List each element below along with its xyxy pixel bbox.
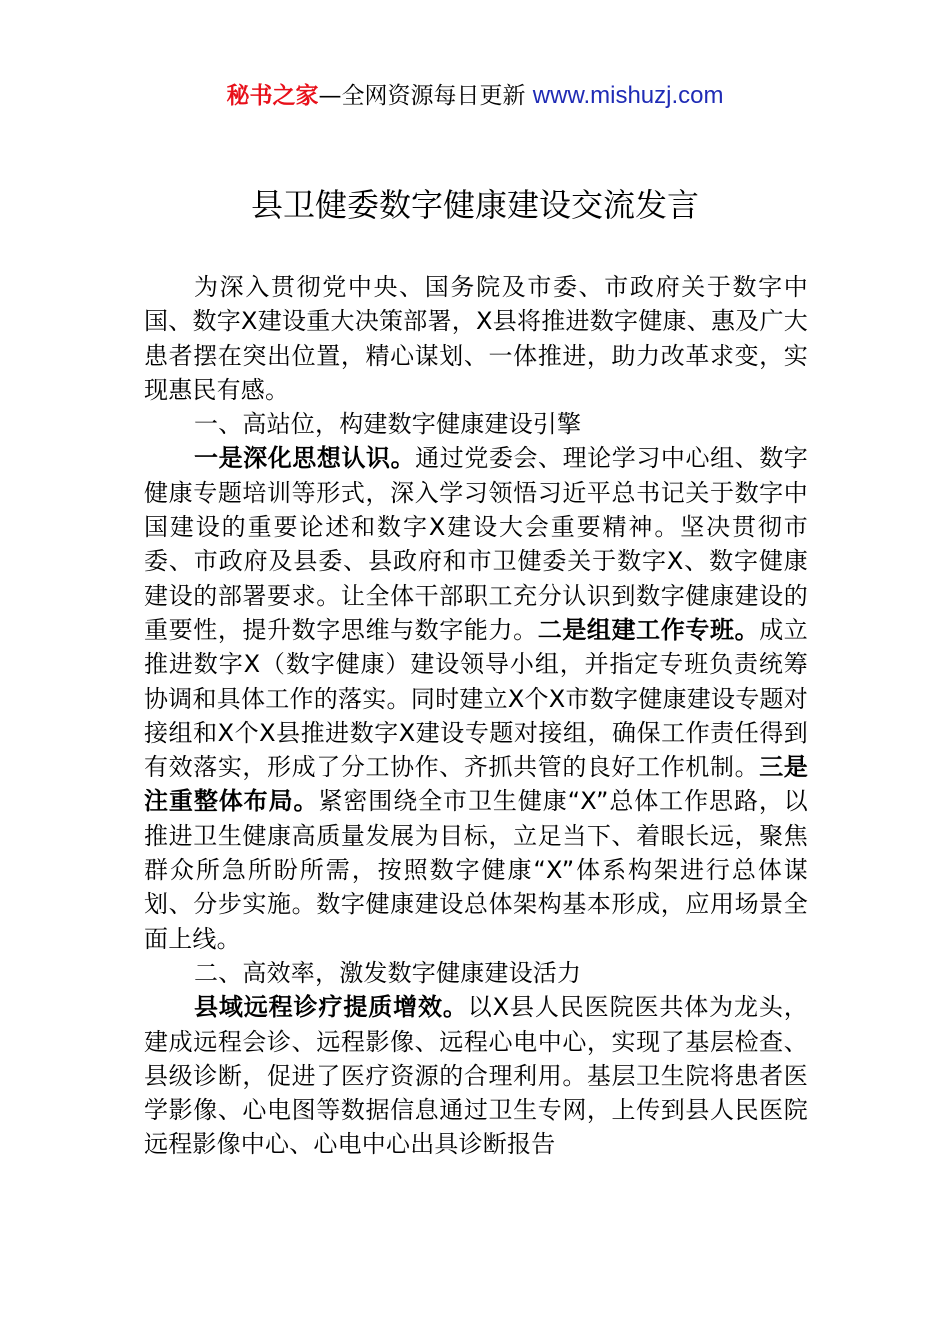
document-title: 县卫健委数字健康建设交流发言 — [250, 186, 699, 224]
paragraph-text: 通过党委会、理论学习中心组、数字健康专题培训等形式，深入学习领悟习近平总书记关于数字中国建设的重要论述和数字X建设大会重要精神。坚决贯彻市委、市政府及县委、县政府和市卫健委关于数字X、数字健康建设的部署要求。让全体干部职工充分认识到数字健康建设的重要性，提升数字思维与数字能力。 — [144, 444, 808, 644]
paragraph-text: 以X县人民医院医共体为龙头，建成远程会诊、远程影像、远程心电中心，实现了基层检查、县级诊断，促进了医疗资源的合理利用。基层卫生院将患者医学影像、心电图等数据信息通过卫生专网，上传到县人民医院远程影像中心、心电中心出具诊断报告 — [144, 993, 809, 1159]
section-heading-1 — [144, 407, 808, 441]
site-url[interactable]: www.mishuzj.com — [532, 82, 724, 109]
paragraph-lead: 县域远程诊疗提质增效。 — [194, 993, 468, 1022]
section-heading-2 — [144, 956, 808, 990]
paragraph-lead: 一是深化思想认识。 — [194, 444, 416, 473]
paragraph-text-2: 成立推进数字X（数字健康）建设领导小组，并指定专班负责统筹协调和具体工作的落实。同时建立X个X市数字健康建设专题对接组和X个X县推进数字X建设专题对接组，确保工作责任得到有效落实，形成了分工协作、齐抓共管的良好工作机制。 — [144, 615, 808, 782]
document-body — [144, 270, 808, 1162]
section-1-paragraph — [144, 441, 808, 955]
intro-paragraph — [144, 270, 808, 407]
section-2-paragraph — [144, 990, 808, 1161]
site-banner — [0, 80, 950, 112]
paragraph-lead-2: 二是组建工作专班。 — [537, 615, 760, 644]
paragraph-text: 为深入贯彻党中央、国务院及市委、市政府关于数字中国、数字X建设重大决策部署，X县将推进数字健康、惠及广大患者摆在突出位置，精心谋划、一体推进，助力改革求变，实现惠民有感。 — [144, 273, 808, 404]
heading-text: 二、高效率，激发数字健康建设活力 — [194, 958, 582, 987]
paragraph-text-3: 紧密围绕全市卫生健康“X”总体工作思路，以推进卫生健康高质量发展为目标，立足当下、着眼长远，聚焦群众所急所盼所需，按照数字健康“X”体系构架进行总体谋划、分步实施。数字健康建设总体架构基本形成，应用场景全面上线。 — [144, 787, 808, 953]
site-slogan: —全网资源每日更新 — [318, 83, 533, 109]
heading-text: 一、高站位，构建数字健康建设引擎 — [194, 410, 582, 439]
paragraph-lead-3: 三是注重整体布局。 — [144, 753, 808, 816]
site-brand: 秘书之家 — [226, 83, 319, 109]
